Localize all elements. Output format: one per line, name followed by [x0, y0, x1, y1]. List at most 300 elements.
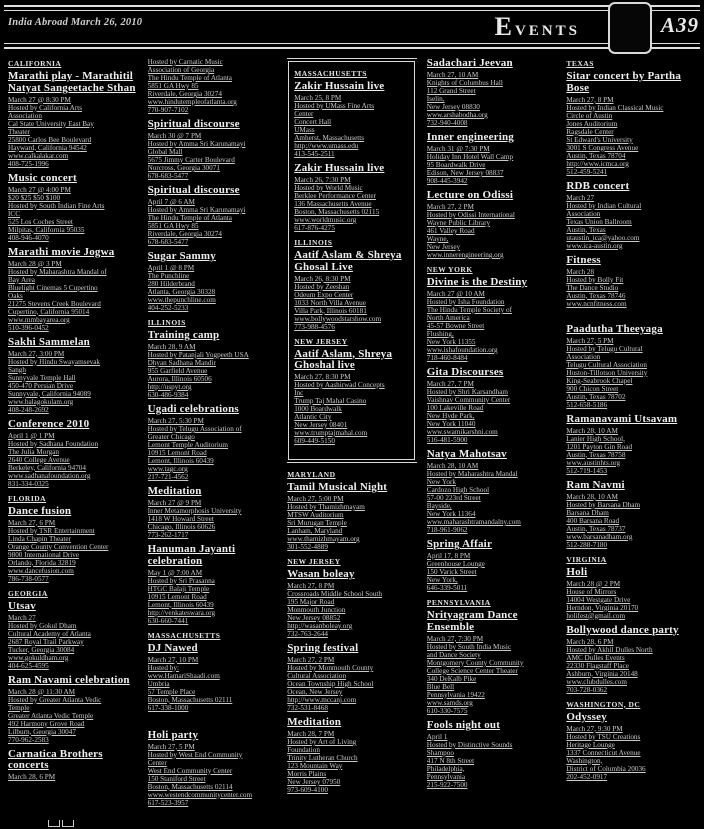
event-detail-line: www.westendcommunitycenter.com — [147, 790, 253, 799]
event-detail-line: Chicago, Illinois 60626 — [147, 523, 216, 531]
event-detail-line: North America — [426, 314, 470, 322]
event-detail-line: Austin, Texas 78704 — [566, 151, 626, 160]
event-detail-line: Villa Park, Illinois 60181 — [294, 306, 367, 315]
event-detail-line: March 27, 3:00 PM — [8, 349, 65, 358]
event-detail-line: March 27, 10 PM — [147, 655, 199, 664]
event-listing — [287, 643, 417, 712]
state-header: FLORIDA — [8, 493, 47, 503]
event-detail-line: Barsana Dham — [566, 508, 609, 517]
event-detail-line: Hosted by California Arts — [8, 103, 83, 112]
event-detail-line: March 26, 8:30 PM — [294, 274, 351, 283]
state-header: MASSACHUSETTS — [294, 69, 367, 78]
event-detail-line: Holiday Inn Hotel Wall Camp — [426, 153, 514, 161]
event-detail-line: Hosted by South India Music — [426, 642, 512, 651]
event-listing — [427, 367, 557, 444]
event-detail-line: 732-940-4008 — [426, 119, 468, 127]
event-detail-line: $20 $25 $50 $100 — [8, 193, 61, 202]
event-detail-line: Flushing, — [426, 330, 454, 338]
event-detail-line: Pennsylvania — [426, 772, 466, 781]
event-detail-line: St Edward's University — [566, 135, 633, 144]
event-detail-line: www.austinhts.org — [566, 458, 621, 467]
event-detail-line: 617-523-3957 — [147, 798, 189, 807]
event-detail-line: Lemont, Illinois 60439 — [147, 600, 214, 609]
event-detail-line: Hosted by Telugu Association of — [147, 425, 242, 433]
state-header: CALIFORNIA — [8, 59, 62, 68]
event-title: Bollywood dance party — [566, 623, 679, 636]
event-listing — [427, 58, 557, 127]
event-detail-line: Hosted by Gokul Dham — [8, 621, 77, 630]
event-title: Inner engineering — [426, 131, 515, 143]
event-detail-line: Cardozo High School — [426, 486, 490, 494]
event-detail-line: www.ishafoundation.org — [426, 346, 498, 354]
event-listing — [148, 119, 278, 180]
bottom-rule-thin — [4, 43, 700, 44]
event-detail-line: Cultural Academy of Atlanta — [8, 629, 91, 638]
event-listing — [148, 58, 278, 114]
event-detail-line: www.trumptajmahal.com — [294, 429, 368, 437]
page-artifact — [48, 820, 60, 827]
event-listing — [287, 482, 417, 551]
event-detail-line: Hosted by Maharashtra Mandal — [426, 470, 518, 478]
event-listing — [566, 255, 696, 308]
event-detail-line: Heritage Lounge — [566, 740, 615, 749]
event-detail-line: 10915 Lemont Road — [147, 449, 207, 457]
event-detail-line: Hosted by Thamizhmayam — [287, 503, 365, 511]
event-detail-line: utaustin_ica@yahoo.com — [566, 233, 640, 242]
event-detail-line: 95 Boardwalk Drive — [426, 161, 486, 169]
event-detail-line: March 27 @ 4:00 PM — [8, 185, 71, 194]
event-detail-line: 400 Barsana Road — [566, 516, 620, 525]
event-detail-line: www.ncnfitness.com — [566, 299, 627, 308]
event-detail-line: Riverdale, Georgia 30274 — [147, 90, 222, 98]
event-detail-line: and Dance Society — [426, 650, 481, 659]
event-detail-line: Lanier High School, — [566, 434, 625, 443]
event-detail-line: www.innerengineering.org — [426, 251, 504, 259]
event-detail-line: 900 Chicon Street — [566, 384, 619, 393]
event-detail-line: www.arshabodha.org — [426, 111, 488, 119]
event-detail-line: 1033 North Villa Avenue — [294, 298, 366, 307]
event-detail-line: 417 N 8th Street — [426, 756, 475, 765]
event-detail-line: Jones Auditorium — [566, 119, 618, 128]
event-detail-line: March 28 @ 11:30 AM — [8, 687, 76, 696]
event-detail-line: 5851 GA Hwy 85 — [147, 222, 199, 230]
event-detail-line: www.balagokulam.org — [8, 397, 74, 406]
event-detail-line: Bluelight Cinemas 5 Cupertino — [8, 283, 98, 292]
event-detail-line: 100 Lakeville Road — [426, 404, 484, 412]
event-detail-line: 732-763-2644 — [287, 630, 328, 638]
event-title: Aatif Aslam & Shreya Ghosal Live — [294, 249, 402, 273]
event-detail-line: March 27, 9:30 PM — [566, 724, 623, 733]
event-title: Sugar Sammy — [147, 250, 216, 262]
event-detail-line: Bay Area — [8, 275, 35, 284]
event-detail-line: Hosted by Zeeshan — [294, 282, 350, 291]
event-detail-line: 773-262-1717 — [147, 531, 189, 539]
event-detail-line: 630-486-9384 — [147, 391, 189, 399]
event-detail-line: www.ica-austin.org — [566, 241, 623, 250]
event-listing — [427, 277, 557, 362]
event-listing — [148, 544, 278, 625]
issue-date: India Abroad March 26, 2010 — [8, 17, 143, 28]
event-detail-line: Hosted by Isha Foundation — [426, 298, 505, 306]
event-detail-line: Austin, Texas 78746 — [566, 291, 626, 300]
event-listing — [427, 190, 557, 259]
event-listing — [8, 247, 138, 332]
event-detail-line: Hayward, California 94542 — [8, 143, 87, 152]
event-detail-line: Sangh — [8, 365, 26, 374]
event-detail-line: Hosted by Hindu Swayamsevak — [8, 357, 101, 366]
event-listing — [427, 449, 557, 534]
event-detail-line: Orange County Convention Center — [8, 542, 109, 551]
state-header: ILLINOIS — [147, 318, 186, 327]
page-artifact — [62, 820, 74, 827]
event-detail-line: Herndon, Virginia 20170 — [566, 603, 639, 612]
event-detail-line: 408-725-1996 — [8, 159, 49, 168]
event-title: Gita Discourses — [426, 366, 504, 378]
event-detail-line: Orlando, Florida 32819 — [8, 558, 76, 567]
event-title: Meditation — [287, 716, 342, 728]
event-detail-line: The Punchline — [147, 272, 190, 280]
event-listing — [148, 330, 278, 399]
event-detail-line: Hosted by Aashirwad Concepts — [294, 381, 385, 389]
event-detail-line: Trinity Lutheran Church — [287, 754, 358, 762]
event-detail-line: 25800 Carlos Bee Boulevard — [8, 135, 92, 144]
event-detail-line: HTGC Balaji Temple — [147, 584, 210, 593]
event-listing — [8, 337, 138, 414]
event-detail-line: www.maharashtramandalny.com — [426, 518, 521, 526]
event-detail-line: http://www.mccanj.com — [287, 696, 357, 704]
event-detail-line: Hosted by TSU Creations — [566, 732, 641, 741]
event-title: Holi — [566, 565, 588, 578]
event-detail-line: March 27, 8 PM — [287, 582, 335, 590]
top-rule-thin — [4, 10, 700, 11]
event-title: Training camp — [147, 329, 220, 341]
event-title: Spring festival — [287, 642, 359, 654]
event-detail-line: Tucker, Georgia 30084 — [8, 645, 75, 654]
event-detail-line: Association — [566, 352, 601, 361]
event-detail-line: Austin, Texas 78737 — [566, 524, 626, 533]
event-detail-line: March 27, 8 PM — [566, 95, 614, 104]
event-detail-line: House of Mirrors — [566, 587, 617, 596]
event-listing — [294, 250, 409, 331]
event-detail-line: Aurora, Illinois 60506 — [147, 375, 212, 383]
event-listing — [294, 163, 409, 232]
state-header: MASSACHUSETTS — [147, 630, 221, 640]
event-title: Holi party — [147, 728, 199, 741]
event-listing — [8, 601, 138, 670]
event-title: Spring Affair — [426, 538, 493, 550]
state-header: MARYLAND — [287, 470, 336, 479]
event-detail-line: Lemont Temple Auditorium — [147, 441, 229, 449]
event-detail-line: 512-288-7180 — [566, 540, 608, 549]
event-listing — [148, 730, 278, 807]
listing-column — [148, 58, 278, 821]
event-detail-line: 770-907-7102 — [147, 106, 189, 114]
event-detail-line: Cal State University East Bay — [8, 119, 94, 128]
event-detail-line: 732-531-8468 — [287, 704, 328, 712]
event-detail-line: March 28 @ 2 PM — [566, 579, 621, 588]
event-detail-line: 404-625-4595 — [8, 661, 49, 670]
state-header: WASHINGTON, DC — [566, 699, 641, 709]
event-detail-line: Cupertino, California 95014 — [8, 307, 90, 316]
event-title: Marathi play - Marathitil Natyat Sangeetache Sthan — [8, 70, 136, 94]
event-detail-line: 973-609-4100 — [287, 786, 328, 794]
event-detail-line: Hosted by Carnatic Music — [147, 58, 223, 66]
event-detail-line: Hosted by UMass Fine Arts — [294, 102, 375, 110]
event-detail-line: 136 Massachusetts Avenue — [294, 200, 372, 208]
event-detail-line: New York 11364 — [426, 510, 476, 518]
event-detail-line: holifest@gmail.com — [566, 611, 626, 620]
event-detail-line: 10915 Lemont Road — [147, 592, 207, 601]
event-detail-line: Philadelphia, — [426, 764, 465, 773]
event-detail-line: March 28, 6 PM — [8, 773, 56, 781]
event-listing — [294, 81, 409, 158]
event-detail-line: Montgomery County Community — [426, 658, 524, 667]
event-listing — [294, 349, 409, 446]
event-detail-line: Blue Bell — [426, 682, 455, 691]
event-detail-line: www.dancefusion.com — [8, 566, 74, 575]
event-title: Odyssey — [566, 710, 607, 723]
event-detail-line: Hosted by Monmouth County — [287, 664, 374, 672]
event-detail-line: 1337 Connecticut Avenue — [566, 748, 641, 757]
listing-column — [566, 58, 696, 821]
event-detail-line: Inner Metamorphosis University — [147, 507, 242, 515]
event-detail-line: March 30 @ 7 PM — [147, 132, 202, 140]
event-detail-line: 718-460-8484 — [426, 354, 468, 362]
event-detail-line: March 28, 10 AM — [566, 426, 618, 435]
event-detail-line: 202-452-0917 — [566, 772, 608, 781]
event-detail-line: 408-946-4070 — [8, 233, 49, 242]
event-detail-line: April 17, 8 PM — [426, 552, 471, 560]
event-detail-line: 609-449-5150 — [294, 437, 335, 445]
event-detail-line: www.gokuldham.org — [8, 653, 69, 662]
event-detail-line: Theater — [8, 127, 30, 136]
event-detail-line: Austin, Texas 78758 — [566, 450, 626, 459]
event-detail-line: 525 Los Coches Street — [8, 217, 73, 226]
listing-column — [8, 58, 138, 821]
event-detail-line: 718-961-9062 — [426, 526, 468, 534]
event-detail-line: http://www.umass.edu — [294, 142, 359, 150]
event-detail-line: New Jersey — [426, 243, 461, 251]
event-detail-line: 340 DeKalb Pike — [426, 674, 477, 683]
event-title: Paadutha Theeyaga — [566, 322, 663, 335]
event-detail-line: www.thamizhmayam.org — [287, 535, 360, 543]
event-detail-line: 280 Hilderbrand — [147, 280, 195, 288]
event-detail-line: 512-658-5186 — [566, 400, 608, 409]
event-detail-line: April 7 @ 6 AM — [147, 198, 195, 206]
event-detail-line: 773-988-4576 — [294, 322, 335, 331]
event-listing — [566, 567, 696, 620]
event-detail-line: Pennsylvania 19422 — [426, 690, 485, 699]
event-title: Utsav — [8, 599, 36, 612]
event-detail-line: 831-334-0325 — [8, 479, 49, 488]
event-detail-line: Atlanta, Georgia 30328 — [147, 288, 216, 296]
event-title: Zakir Hussain live — [294, 80, 385, 92]
spotlight-box — [288, 61, 415, 460]
event-detail-line: Association — [8, 111, 42, 120]
event-detail-line: 2687 Royal Trail Parkway — [8, 637, 84, 646]
event-detail-line: Boston, Massachusetts 02114 — [147, 782, 233, 791]
event-listing — [566, 71, 696, 176]
event-detail-line: www.hindutempleofatlanta.org — [147, 98, 237, 106]
event-detail-line: Cultural Association — [287, 672, 347, 680]
event-detail-line: Hosted by TSR Entertainment — [8, 526, 95, 535]
event-listing — [8, 71, 138, 168]
event-detail-line: March 27, 5 PM — [566, 336, 614, 345]
event-listing — [427, 610, 557, 715]
event-detail-line: Vaishnav Community Center — [426, 396, 511, 404]
event-detail-line: Norcross, Georgia 30071 — [147, 164, 220, 172]
event-detail-line: March 27, 7:30 PM — [426, 634, 484, 643]
event-detail-line: March 27, 2 PM — [426, 203, 474, 211]
state-header: PENNSYLVANIA — [426, 598, 491, 607]
event-title: Meditation — [147, 485, 202, 497]
event-detail-line: www.thepunchline.com — [147, 296, 216, 304]
event-detail-line: Ocean Township High School — [287, 680, 374, 688]
event-detail-line: King-Seabrook Chapel — [566, 376, 633, 385]
event-listing — [8, 506, 138, 583]
event-title: Tamil Musical Night — [287, 481, 388, 493]
event-listing — [148, 251, 278, 312]
event-listing — [8, 419, 138, 488]
event-detail-line: Global Mall — [147, 148, 183, 156]
event-detail-line: Hosted by Patanjali Yogpeeth USA — [147, 351, 249, 359]
event-listing — [148, 643, 278, 712]
event-detail-line: 57-00 223rd Street — [426, 494, 481, 502]
event-detail-line: March 28, 9 AM — [147, 343, 196, 351]
event-detail-line: 630-660-7441 — [147, 616, 189, 625]
event-detail-line: The Julia Morgan — [8, 447, 59, 456]
event-detail-line: Hosted by Barsana Dham — [566, 500, 641, 509]
event-detail-line: 21275 Stevens Creek Boulevard — [8, 299, 101, 308]
event-detail-line: May 1 @ 7:00 AM — [147, 568, 203, 577]
event-detail-line: Hosted by Sri Prasanna — [147, 576, 215, 585]
event-detail-line: 2640 College Avenue — [8, 455, 70, 464]
event-detail-line: UMass — [294, 126, 315, 134]
event-detail-line: http://www.icmca.org — [566, 159, 629, 168]
event-detail-line: Hosted by World Music — [294, 184, 363, 192]
event-detail-line: 215-922-7500 — [426, 780, 468, 789]
event-detail-line: Hosted by Sadhana Foundation — [8, 439, 99, 448]
listing-column — [287, 58, 417, 821]
event-detail-line: 57 Temple Place — [147, 687, 196, 696]
event-detail-line: The Dance Studio — [566, 283, 619, 292]
event-detail-line: March 27, 10 AM — [426, 71, 479, 79]
event-detail-line: AMC Dulles Events — [566, 653, 625, 662]
event-detail-line: The Hindu Temple of Atlanta — [147, 74, 232, 82]
bottom-rule-thick — [4, 47, 700, 49]
event-detail-line: The Hindu Temple Society of — [426, 306, 512, 314]
event-listing — [566, 480, 696, 549]
event-detail-line: Wayne Public Library — [426, 219, 491, 227]
event-listing — [427, 132, 557, 185]
event-detail-line: Crossroads Middle School South — [287, 590, 383, 598]
event-detail-line: Hosted by Indian Classical Music — [566, 103, 664, 112]
event-title: Zakir Hussain live — [294, 162, 385, 174]
event-title: Dance fusion — [8, 504, 72, 517]
event-detail-line: www.bollywoodstarshow.com — [294, 314, 382, 323]
state-header: ILLINOIS — [294, 238, 333, 247]
event-detail-line: http://venkateswara.org — [147, 608, 216, 617]
event-detail-line: Trump Taj Mahal Casino — [294, 397, 367, 405]
event-detail-line: Milpitas, California 95035 — [8, 225, 85, 234]
event-detail-line: Boston, Massachusetts 02115 — [294, 208, 380, 216]
event-detail-line: Hosted by Indian Cultural — [566, 201, 642, 210]
event-detail-line: http://uspyt.org — [147, 383, 192, 391]
event-title: Sitar concert by Partha Bose — [566, 70, 682, 94]
event-detail-line: Berkeley, California 94704 — [8, 463, 86, 472]
event-detail-line: Huston-Tillotson University — [566, 368, 648, 377]
event-detail-line: Hosted by Amma Sri Karunamayi — [147, 140, 246, 148]
event-detail-line: Concert Hall — [294, 118, 332, 126]
event-detail-line: March 27, 5:00 PM — [287, 495, 344, 503]
event-detail-line: ICC — [8, 209, 20, 218]
state-header: GEORGIA — [8, 588, 48, 598]
event-detail-line: Greater Chicago — [147, 433, 195, 441]
event-detail-line: March 27, 6 PM — [8, 518, 56, 527]
event-detail-line: 195 Major Road — [287, 598, 335, 606]
event-detail-line: Wayne, — [426, 235, 449, 243]
event-detail-line: March 27, 5:30 PM — [147, 417, 204, 425]
event-detail-line: March 27 @ 9 PM — [147, 499, 202, 507]
event-detail-line: Greenhouse Lounge — [426, 560, 485, 568]
event-detail-line: Odeum Expo Center — [294, 290, 354, 299]
event-listing — [8, 675, 138, 744]
event-detail-line: Dhyan Sadhana Mandir — [147, 359, 216, 367]
event-detail-line: Berklee Performance Center — [294, 192, 377, 200]
event-detail-line: www.mmbayarea.org — [8, 315, 70, 324]
listing-column — [427, 58, 557, 821]
event-listings — [8, 58, 696, 821]
event-detail-line: Association of Georgia — [147, 66, 215, 74]
event-listing — [148, 404, 278, 481]
event-detail-line: Lanham, Maryland — [287, 527, 343, 535]
event-detail-line: March 27 @ 10 AM — [426, 290, 485, 298]
event-detail-line: Telugu Cultural Association — [566, 360, 647, 369]
state-header: VIRGINIA — [566, 554, 607, 564]
page-number: A39 — [660, 13, 699, 37]
event-detail-line: New Jersey 08852 — [287, 614, 341, 622]
event-listing — [566, 181, 696, 250]
event-listing — [8, 173, 138, 242]
event-detail-line: Sunnyvale Temple Hall — [8, 373, 76, 382]
event-detail-line: 150 Varick Street — [426, 568, 477, 576]
event-detail-line: March 27, 7 PM — [426, 380, 474, 388]
event-title: Aatif Aslam, Shreya Ghoshal live — [294, 347, 393, 371]
event-detail-line: 408-248-2692 — [8, 405, 49, 414]
event-detail-line: 301-552-4889 — [287, 543, 328, 551]
event-detail-line: March 27 @ 8:30 PM — [8, 95, 71, 104]
event-detail-line: March 28, 10 AM — [426, 462, 479, 470]
event-detail-line: 492 Harmony Grove Road — [8, 719, 85, 728]
event-detail-line: 150 Staniford Street — [147, 774, 206, 783]
event-detail-line: 123 Mountain Way — [287, 762, 343, 770]
event-detail-line: West End Community Center — [147, 766, 233, 775]
event-detail-line: 510-396-0452 — [8, 323, 49, 332]
event-detail-line: 1418 W Howard Street — [147, 515, 214, 523]
event-detail-line: 450-470 Persian Drive — [8, 381, 74, 390]
event-detail-line: 45-57 Bowne Street — [426, 322, 485, 330]
event-title: Wasan boleay — [287, 568, 355, 580]
event-detail-line: 22330 Flagstaff Place — [566, 661, 629, 670]
event-detail-line: Hosted by Odissi International — [426, 211, 515, 219]
event-detail-line: 955 Garfield Avenue — [147, 367, 208, 375]
event-detail-line: New Jersey 08830 — [426, 103, 480, 111]
event-detail-line: Hosted by Telugu Cultural — [566, 344, 643, 353]
event-title: Marathi movie Jogwa — [8, 245, 115, 258]
event-title: Fitness — [566, 253, 601, 266]
event-detail-line: 703-728-0362 — [566, 685, 608, 694]
event-title: Hanuman Jayanti celebration — [147, 543, 236, 567]
